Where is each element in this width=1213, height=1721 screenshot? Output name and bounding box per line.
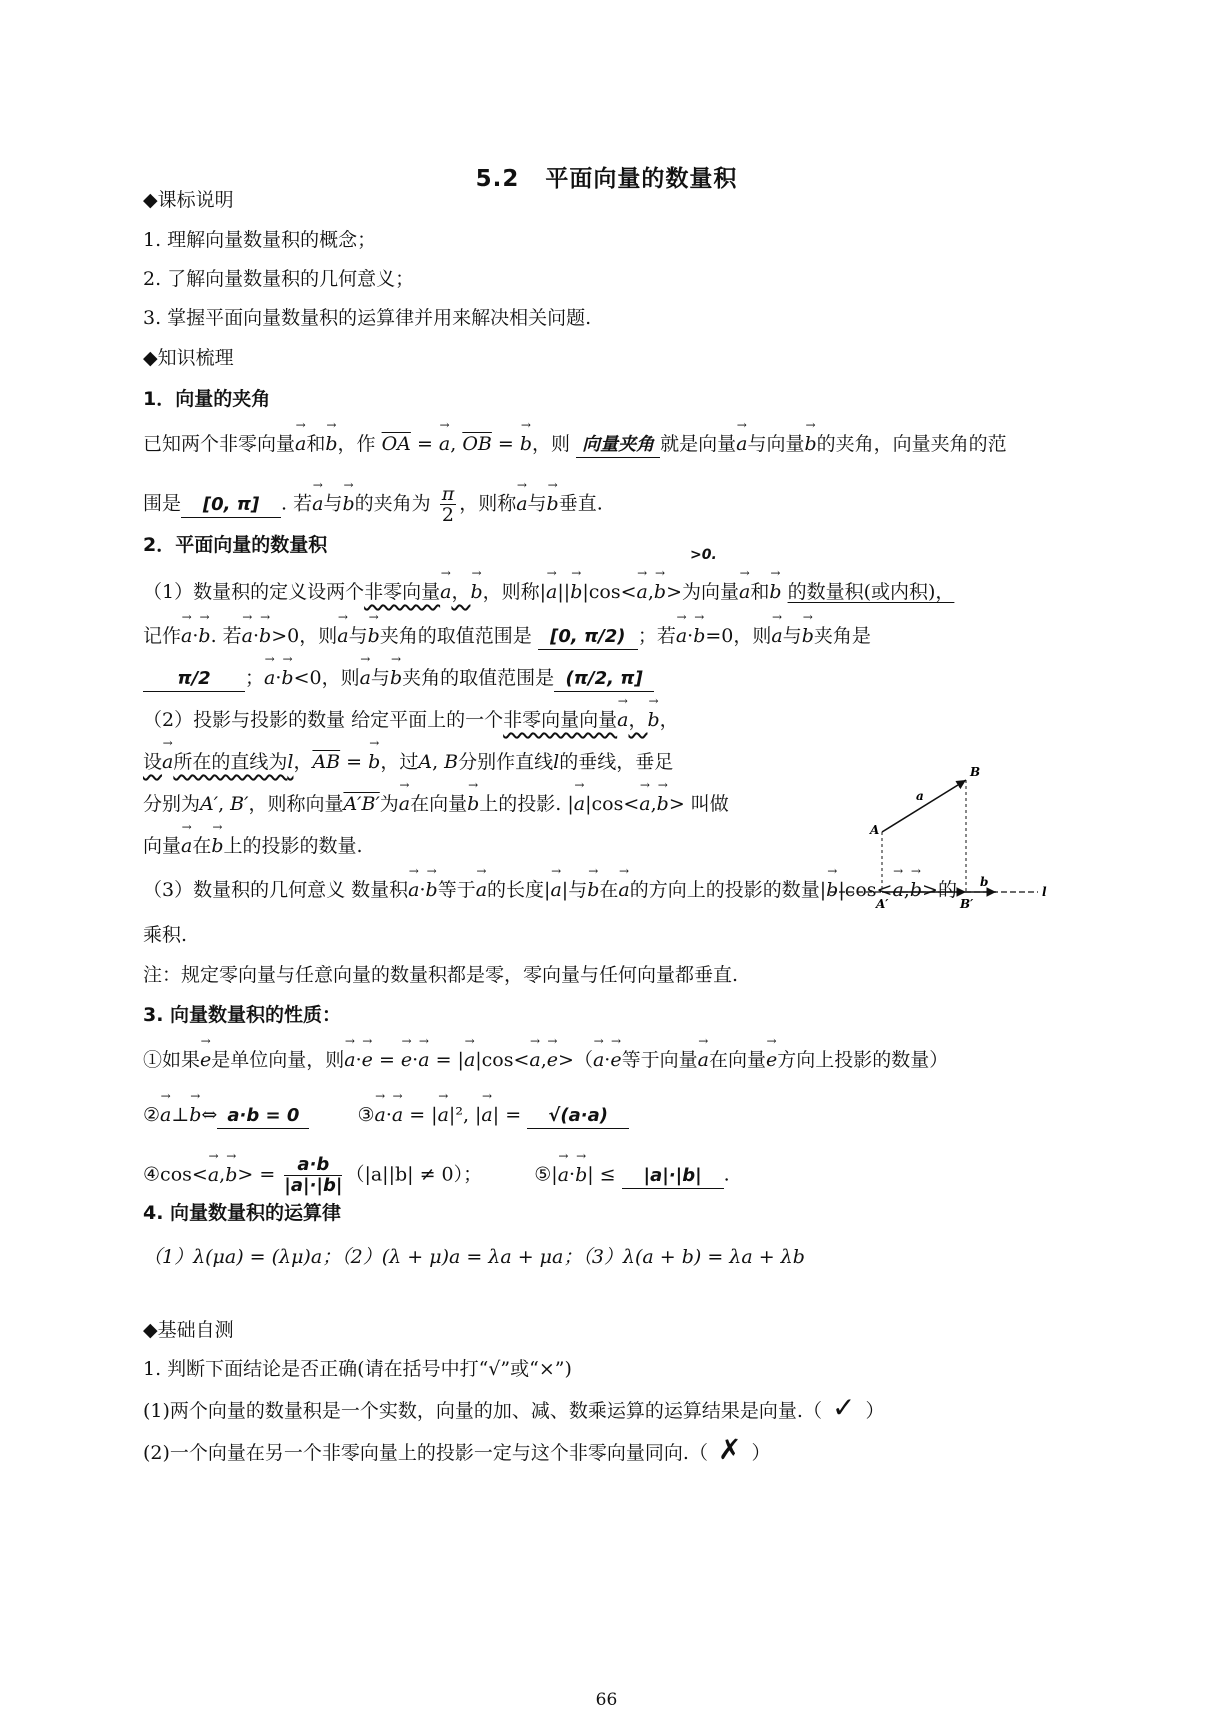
fill-cos-formula: $\frac{a\cdot b}{|a|\cdot|b|}$ (284, 1154, 343, 1196)
label-Ap: A′ (876, 897, 889, 910)
prop-2-3: ②→ a⊥→ b⇔ a·b = 0 ③→ a·→ a = |→ a|², |→ a| = √(a·a) (143, 1103, 629, 1129)
dot-line-1: （1）数量积的定义设两个非零向量→ a，→ b，则称|→ a||→ b|cos<→ a,→ b>为向量→ a和→ b 的数量积(或内积)， (143, 580, 954, 604)
handwritten-note: >0. (690, 547, 717, 563)
fill-inequality: |a|·|b| (622, 1164, 724, 1189)
laws-line: （1）λ(μa) = (λμ)a；（2）(λ + μ)a = λa + μa；（3）λ(a + b) = λa + λb (143, 1246, 805, 1268)
kebiao-item-2: 2. 了解向量数量积的几何意义； (143, 268, 415, 290)
test-item-2: (2)一个向量在另一个非零向量上的投影一定与这个非零向量同向.（ ✗ ） (143, 1433, 771, 1466)
title-text: 平面向量的数量积 (545, 166, 738, 192)
test-question: 1. 判断下面结论是否正确(请在括号中打“√”或“×”) (143, 1358, 572, 1380)
label-B: B (970, 765, 981, 779)
kebiao-item-3: 3. 掌握平面向量数量积的运算律并用来解决相关问题. (143, 307, 592, 329)
label-a: a (916, 789, 924, 803)
heading-dot-product: 2．平面向量的数量积 (143, 534, 328, 556)
angle-line-2: 围是 [0, π] . 若→ a与→ b的夹角为 $\frac{\pi}{2}$ ，则称→ a与→ b垂直. (143, 484, 603, 525)
fill-acute-range: [0, π/2) (538, 625, 638, 650)
check-mark: ✓ (831, 1391, 856, 1424)
label-A: A (870, 823, 880, 837)
geom-line-2: 乘积. (143, 924, 188, 946)
fill-angle-name: 向量夹角 (576, 433, 660, 458)
geom-line-1: （3）数量积的几何意义 数量积→ a·→ b等于→ a的长度|→ a|与→ b在→ a的方向上的投影的数量|→ b|cos<→ a,→ b>的 (143, 878, 957, 902)
cross-mark: ✗ (717, 1433, 742, 1466)
section-jichu: ◆基础自测 (143, 1319, 234, 1341)
fill-angle-range: [0, π] (181, 493, 281, 518)
heading-properties: 3. 向量数量积的性质： (143, 1004, 342, 1026)
fill-perp-condition: a·b = 0 (217, 1104, 309, 1129)
dot-line-3: π/2 ；→ a·→ b<0，则→ a与→ b夹角的取值范围是 (π/2, π] (143, 666, 654, 692)
label-b: b (980, 875, 989, 889)
proj-line-3: 分别为A′, B′，则称向量A′B′为→ a在向量→ b上的投影. |→ a|cos<→ a,→ b> 叫做 (143, 792, 729, 816)
note-line: 注：规定零向量与任意向量的数量积都是零，零向量与任何向量都垂直. (143, 964, 739, 986)
fill-magnitude: √(a·a) (527, 1104, 629, 1129)
heading-laws: 4. 向量数量积的运算律 (143, 1202, 342, 1224)
label-Bp: B′ (960, 897, 974, 910)
label-l: l (1042, 885, 1047, 899)
section-kebiao: ◆课标说明 (143, 189, 234, 211)
proj-line-1: （2）投影与投影的数量 给定平面上的一个非零向量向量→ a，→ b， (143, 708, 679, 732)
section-zhishi: ◆知识梳理 (143, 347, 234, 369)
dot-line-2: 记作→ a·→ b. 若→ a·→ b>0，则→ a与→ b夹角的取值范围是 [0, π/2) ；若→ a·→ b=0，则→ a与→ b夹角是 (143, 624, 871, 650)
kebiao-item-1: 1. 理解向量数量积的概念； (143, 229, 377, 251)
prop-4-5: ④cos<→ a,→ b> = $\frac{a\cdot b}{|a|\cdot|b|}$ （|a||b| ≠ 0）； ⑤|→ a·→ b| ≤ |a|·|b| . (143, 1155, 730, 1196)
fill-perp-angle: π/2 (143, 667, 245, 692)
test-item-1: (1)两个向量的数量积是一个实数，向量的加、减、数乘运算的运算结果是向量.（ ✓ ） (143, 1391, 885, 1424)
vector-ab (882, 780, 966, 832)
proj-line-4: 向量→ a在→ b上的投影的数量. (143, 834, 363, 858)
page-number: 66 (595, 1690, 618, 1710)
proj-line-2: 设→ a所在的直线为l，$\overline{AB}$ = → b，过A, B分别作直线l的垂线，垂足 (143, 750, 673, 774)
projection-diagram (820, 760, 1060, 910)
fill-obtuse-range: (π/2, π] (554, 667, 654, 692)
heading-angle: 1．向量的夹角 (143, 388, 271, 410)
prop-1: ①如果→ e是单位向量，则→ a·→ e = → e·→ a = |→ a|cos<→ a,→ e>（→ a·→ e等于向量→ a在向量→ e方向上投影的数量） (143, 1048, 948, 1072)
title-number: 5.2 (475, 166, 520, 192)
angle-line-1: 已知两个非零向量→ a和→ b，作 $\overline{OA}$ = → a, $\overline{OB}$ = → b，则 向量夹角 就是向量→ a与向量→ b的夹角，向量夹角的范 (143, 432, 1007, 458)
